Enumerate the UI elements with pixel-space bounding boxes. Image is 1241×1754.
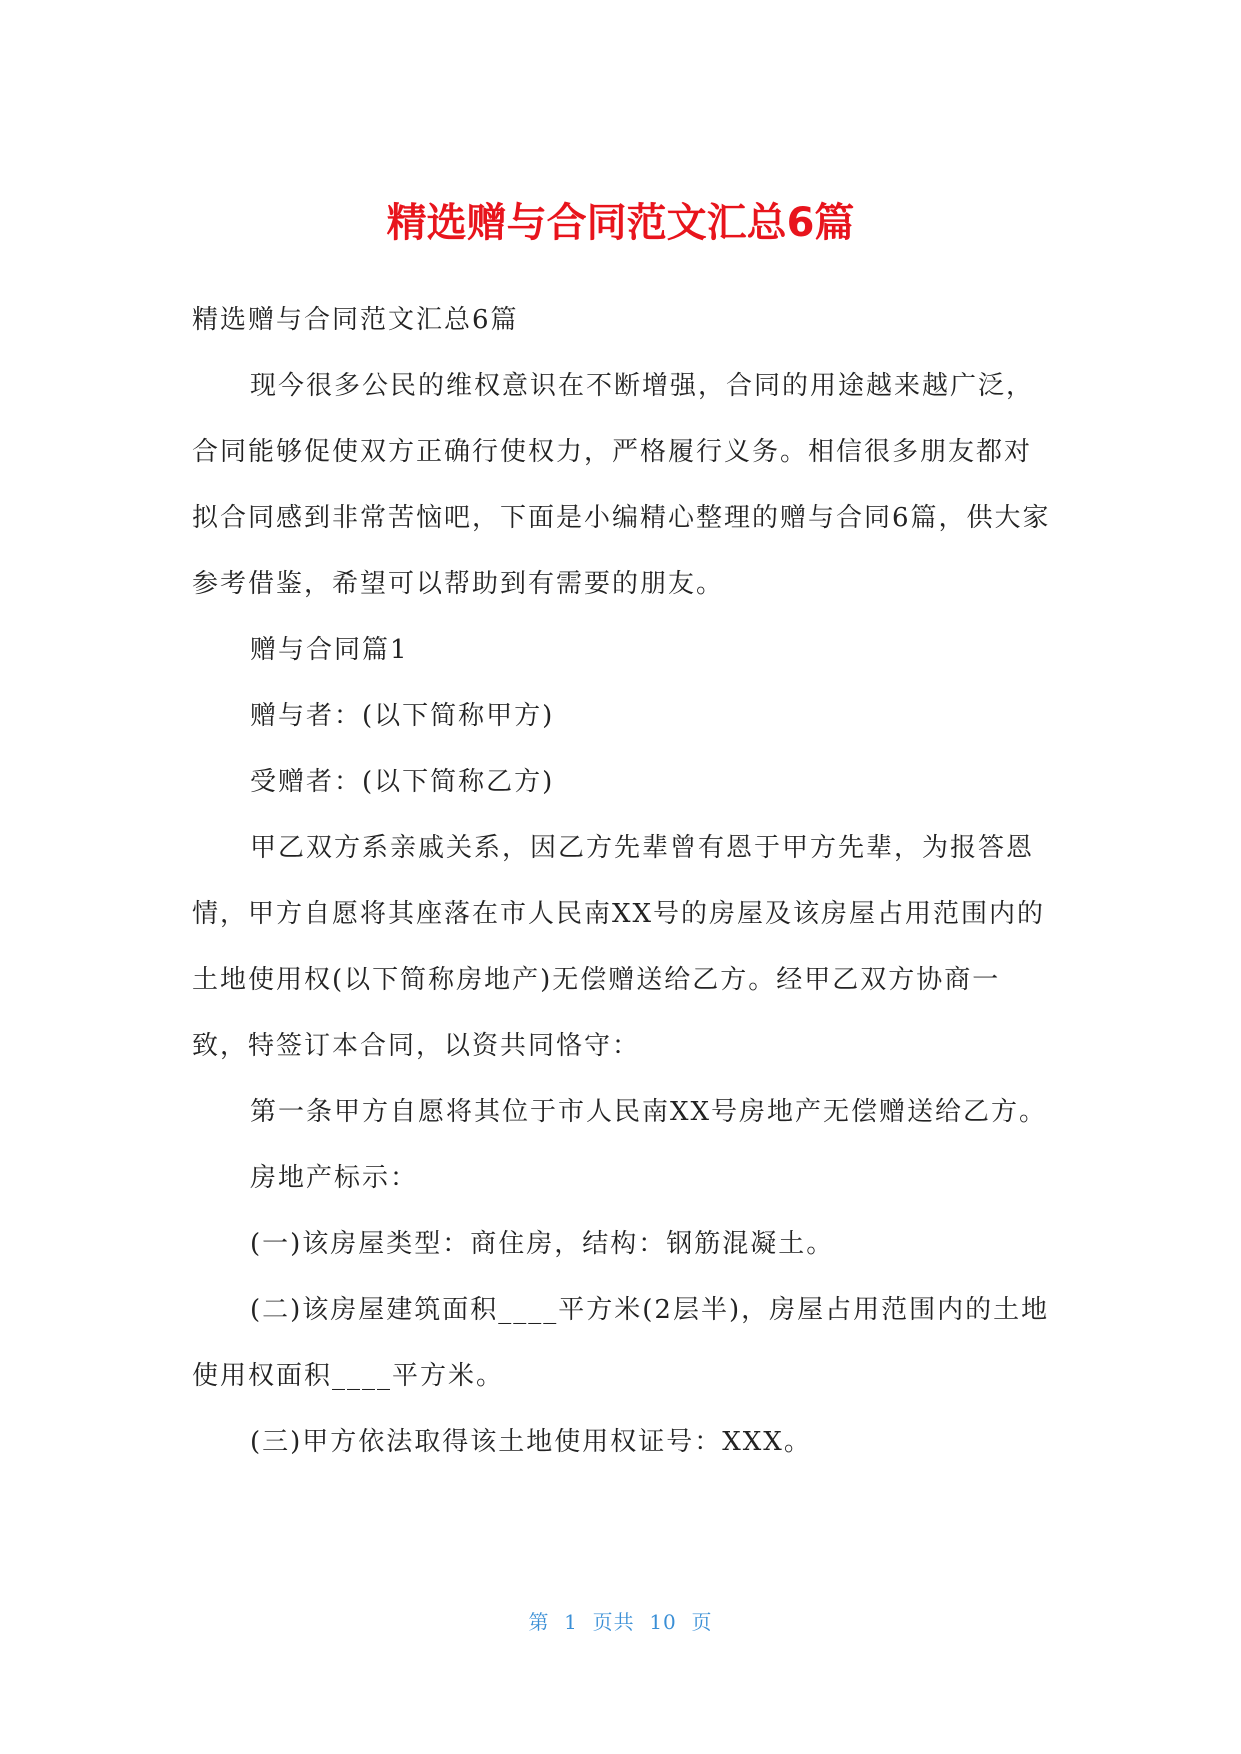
paragraph-item-3: (三)甲方依法取得该土地使用权证号：XXX。 [250,1427,812,1457]
paragraph-property-label: 房地产标示： [250,1163,419,1193]
paragraph-item-2: (二)该房屋建筑面积____平方米(2层半)，房屋占用范围内的土地使用权面积____平方米。 [192,1295,1050,1391]
paragraph-donor: 赠与者：(以下简称甲方) [250,701,555,731]
document-title: 精选赠与合同范文汇总6篇 [386,200,855,246]
document-subtitle: 精选赠与合同范文汇总6篇 [192,305,519,335]
paragraph-donee: 受赠者：(以下简称乙方) [250,767,555,797]
document-body [192,287,1052,1475]
paragraph-article-1: 第一条甲方自愿将其位于市人民南XX号房地产无偿赠送给乙方。 [250,1097,1048,1127]
page-number-footer: 第 1 页共 10 页 [528,1610,713,1634]
paragraph-background: 甲乙双方系亲戚关系，因乙方先辈曾有恩于甲方先辈，为报答恩情，甲方自愿将其座落在市人民南XX号的房屋及该房屋占用范围内的土地使用权(以下简称房地产)无偿赠送给乙方。经甲乙双方协商一致，特签订本合同，以资共同恪守： [192,833,1046,1061]
section-heading: 赠与合同篇1 [250,635,409,665]
paragraph-intro: 现今很多公民的维权意识在不断增强，合同的用途越来越广泛，合同能够促使双方正确行使权力，严格履行义务。相信很多朋友都对拟合同感到非常苦恼吧，下面是小编精心整理的赠与合同6篇，供大家参考借鉴，希望可以帮助到有需要的朋友。 [192,371,1051,599]
paragraph-item-1: (一)该房屋类型：商住房，结构：钢筋混凝土。 [250,1229,835,1259]
